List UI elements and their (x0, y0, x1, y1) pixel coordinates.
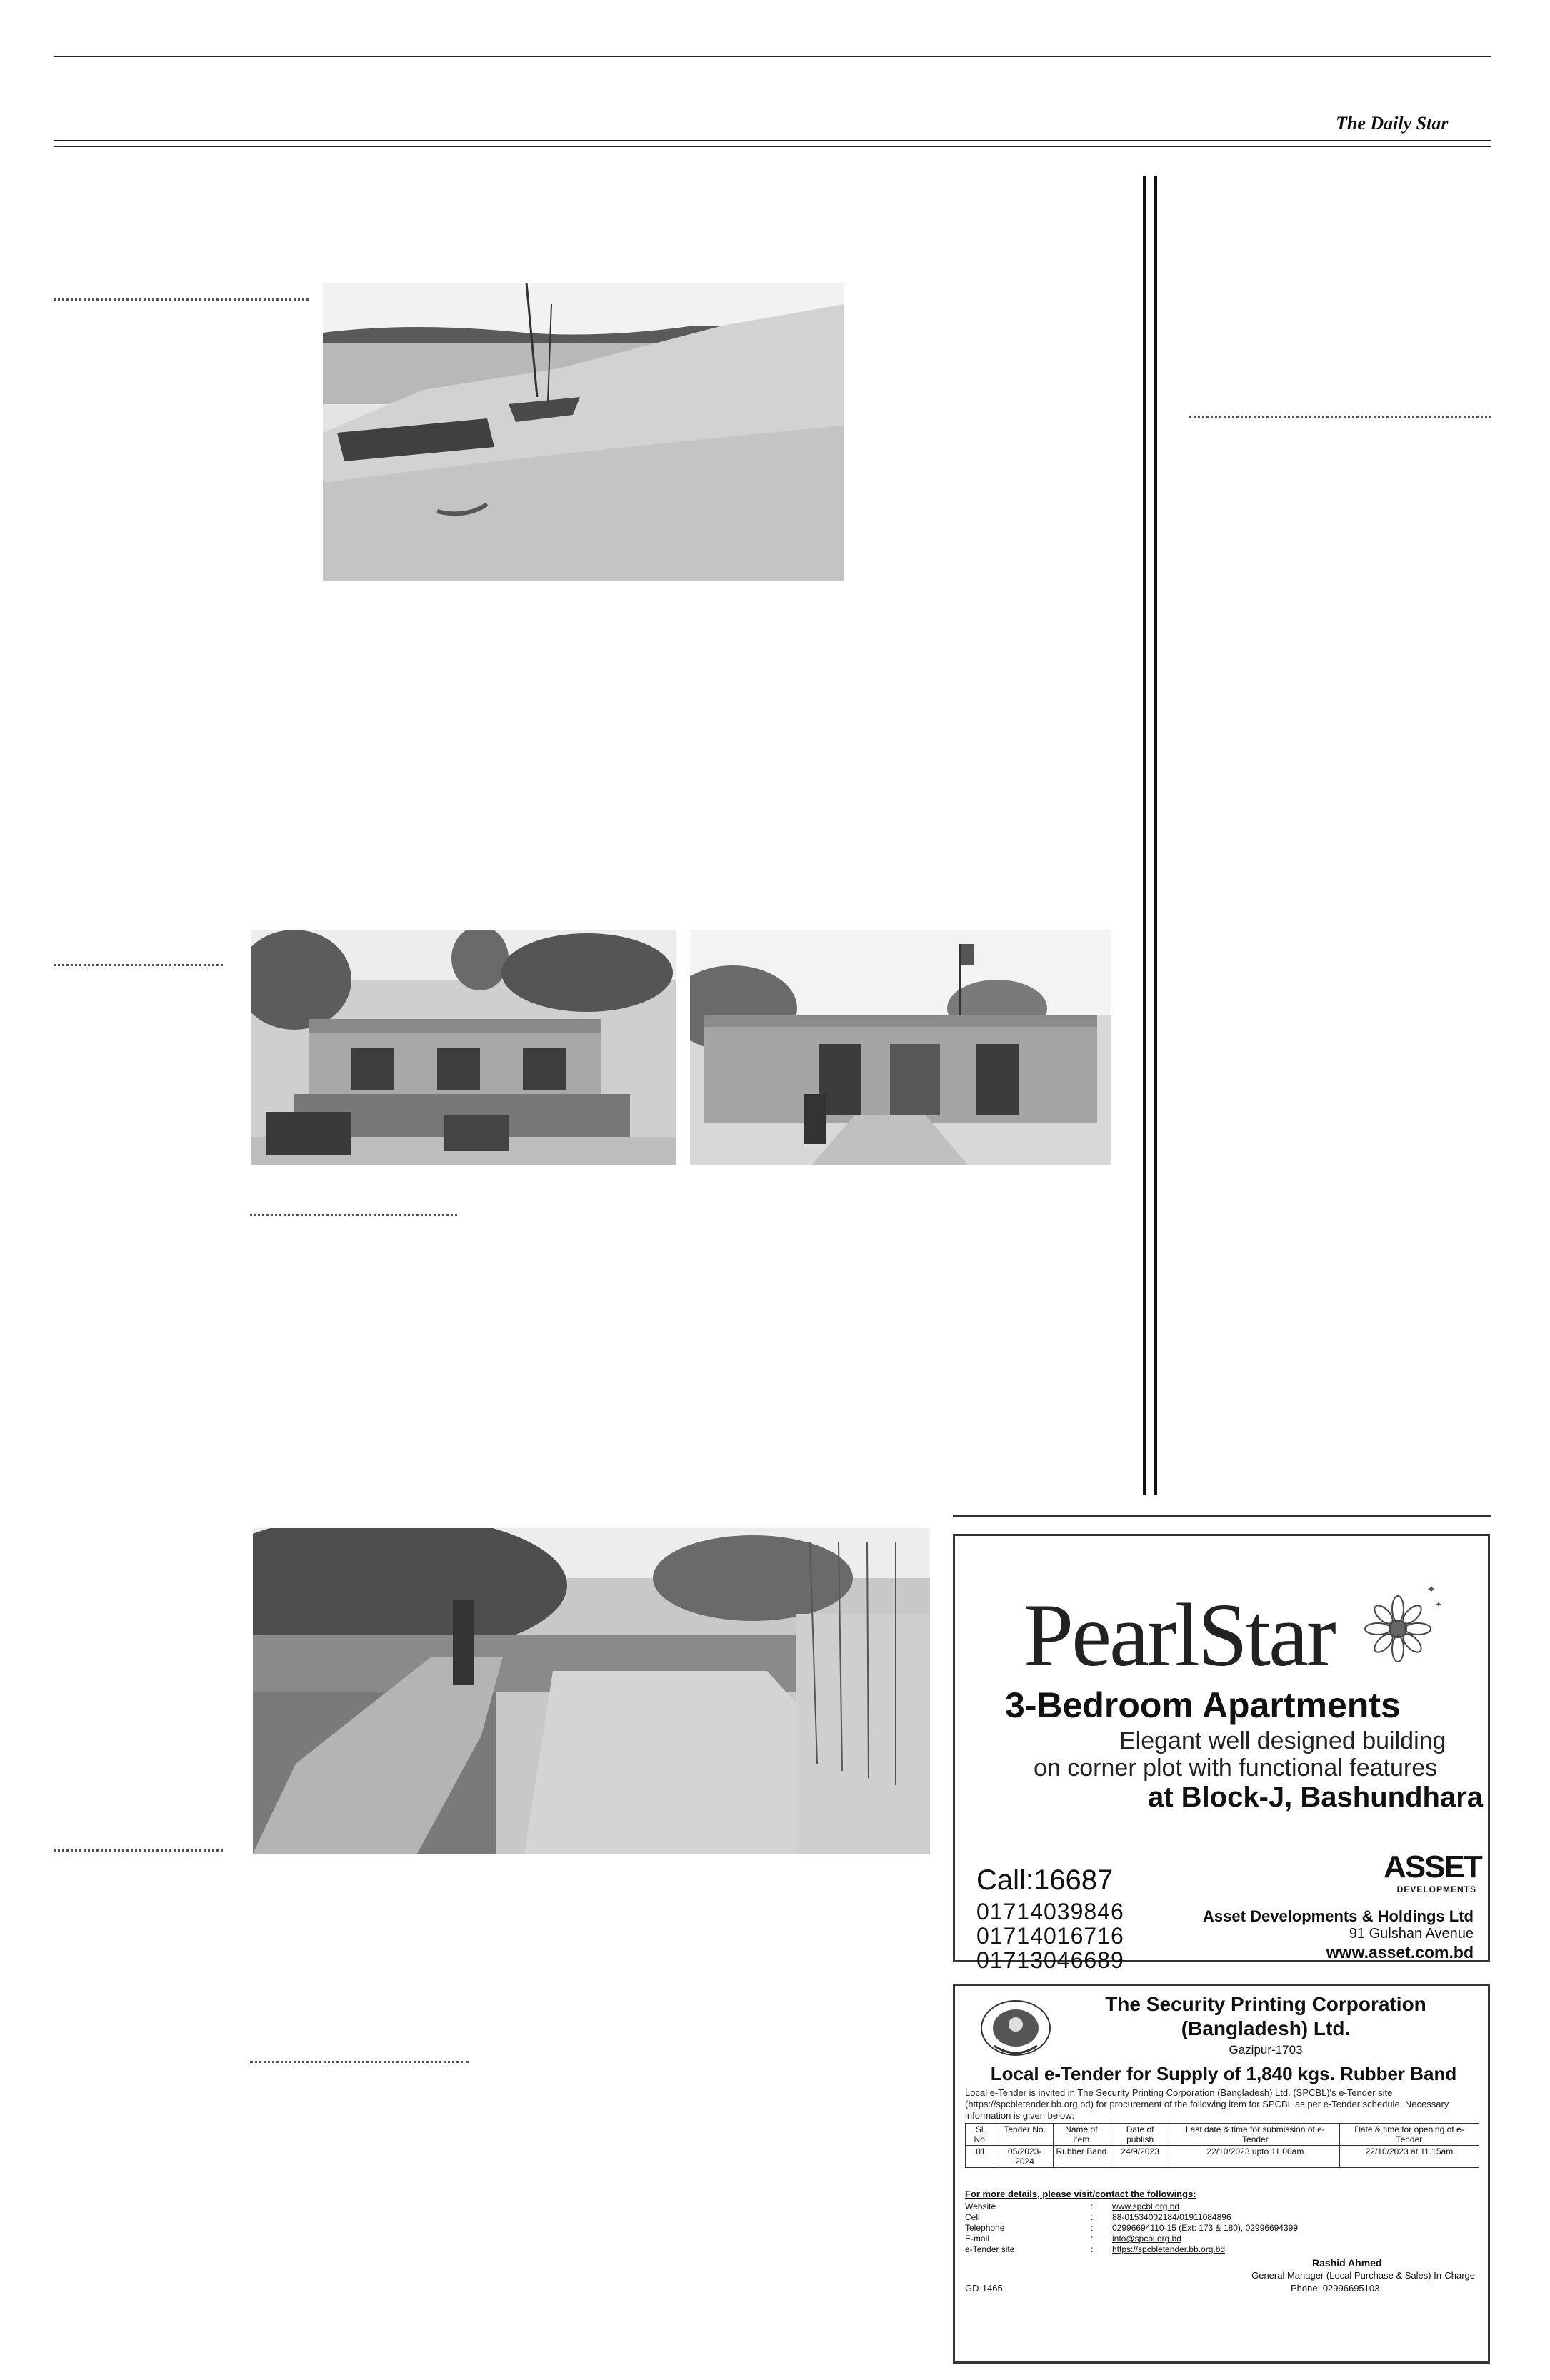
tender-org-line-1: The Security Printing Corporation (1105, 1993, 1426, 2015)
contact-link[interactable]: https://spcbletender.bb.org.bd (1112, 2244, 1226, 2254)
tender-phone: Phone: 02996695103 (1291, 2283, 1380, 2294)
table-header-cell: Date & time for opening of e-Tender (1339, 2124, 1479, 2146)
table-cell: 05/2023-2024 (996, 2146, 1054, 2168)
contact-value: 88-01534002184/01911084896 (1112, 2212, 1231, 2222)
ad-headline: 3-Bedroom Apartments (1005, 1685, 1401, 1725)
photo-school-building (690, 930, 1111, 1165)
section-rule (250, 1214, 457, 1216)
asset-logo-sub: DEVELOPMENTS (1396, 1884, 1476, 1894)
contact-row: E-mail : info@spcbl.org.bd (965, 2234, 1181, 2244)
table-cell: 22/10/2023 upto 11.00am (1171, 2146, 1339, 2168)
tender-more-heading: For more details, please visit/contact the followings: (965, 2189, 1196, 2199)
contact-link[interactable]: info@spcbl.org.bd (1112, 2234, 1181, 2244)
section-rule (250, 2061, 469, 2063)
contact-row: e-Tender site : https://spcbletender.bb.org.bd (965, 2244, 1226, 2254)
ad-website[interactable]: www.asset.com.bd (1326, 1943, 1474, 1962)
tender-contact-list (965, 2201, 1479, 2255)
table-header-cell: Last date & time for submission of e-Tender (1171, 2124, 1339, 2146)
tender-signatory: Rashid Ahmed (1312, 2257, 1382, 2269)
section-rule (54, 1849, 223, 1852)
ad-brand-name: PearlStar (1024, 1586, 1334, 1685)
top-rule (54, 56, 1491, 57)
contact-key: e-Tender site (965, 2244, 1015, 2254)
photo-crowd-building (251, 930, 676, 1165)
tender-gd-number: GD-1465 (965, 2283, 1003, 2294)
tender-org-line-2: (Bangladesh) Ltd. (1181, 2017, 1351, 2039)
ad-column-rule (953, 1515, 1491, 1517)
ad-phone: 01713046689 (976, 1947, 1124, 1973)
masthead-logo: The Daily Star (1336, 113, 1449, 134)
asset-logo (1384, 1849, 1481, 1900)
ad-tender-notice (953, 1984, 1490, 2364)
header-rule-1 (54, 140, 1491, 141)
tender-intro: Local e-Tender is invited in The Security Printing Corporation (Bangladesh) Ltd. (SPCBL)'s e-Tender site (https://spcbletender.bb.org.bd) for procurement of the following item for SPCBL as per e-Tender schedule. Necessary information is given below: (965, 2087, 1449, 2121)
tender-location: Gazipur-1703 (1229, 2043, 1303, 2057)
svg-text:✦: ✦ (1435, 1600, 1443, 1610)
ad-call-number: Call:16687 (976, 1864, 1114, 1896)
contact-key: Telephone (965, 2223, 1005, 2233)
contact-key: Website (965, 2201, 996, 2211)
column-divider-2 (1154, 176, 1157, 1495)
table-row (966, 2146, 1479, 2168)
ad-line-3: at Block-J, Bashundhara (1148, 1782, 1484, 1813)
ad-line-2: on corner plot with functional features (1034, 1754, 1438, 1782)
svg-text:✦: ✦ (1426, 1584, 1436, 1596)
table-cell: Rubber Band (1054, 2146, 1109, 2168)
tender-designation: General Manager (Local Purchase & Sales) In-Charge (1251, 2270, 1475, 2281)
section-rule (54, 964, 223, 966)
contact-row: Cell : 88-01534002184/01911084896 (965, 2212, 1231, 2222)
tender-table (965, 2123, 1479, 2168)
asset-logo-word: ASSET (1384, 1849, 1481, 1884)
tender-table-header (966, 2124, 1479, 2146)
flower-icon (1355, 1579, 1448, 1665)
contact-row: Website : www.spcbl.org.bd (965, 2201, 1180, 2211)
tender-title: Local e-Tender for Supply of 1,840 kgs. Rubber Band (990, 2063, 1457, 2084)
ad-phone: 01714016716 (976, 1923, 1124, 1949)
table-header-cell: Sl. No. (966, 2124, 996, 2146)
header-rule-2 (54, 146, 1491, 147)
contact-value: 02996694110-15 (Ext: 173 & 180), 02996694399 (1112, 2223, 1298, 2233)
table-header-cell: Date of publish (1109, 2124, 1171, 2146)
ad-company: Asset Developments & Holdings Ltd (1203, 1907, 1474, 1925)
ad-phone: 01714039846 (976, 1899, 1124, 1924)
contact-key: Cell (965, 2212, 980, 2222)
spcbl-seal-icon (976, 1996, 1055, 2060)
ad-pearlstar[interactable] (953, 1534, 1490, 1973)
column-divider-1 (1143, 176, 1146, 1495)
table-header-cell: Tender No. (996, 2124, 1054, 2146)
contact-key: E-mail (965, 2234, 990, 2244)
section-rule (54, 298, 309, 301)
photo-sand-riverbank (323, 283, 844, 581)
table-cell: 01 (966, 2146, 996, 2168)
table-cell: 24/9/2023 (1109, 2146, 1171, 2168)
photo-bamboo-bridge (253, 1528, 930, 1854)
section-rule (1189, 416, 1491, 418)
contact-row: Telephone : 02996694110-15 (Ext: 173 & 180), 02996694399 (965, 2223, 1298, 2233)
table-header-cell: Name of item (1054, 2124, 1109, 2146)
ad-address: 91 Gulshan Avenue (1349, 1926, 1474, 1942)
ad-line-1: Elegant well designed building (1119, 1727, 1446, 1754)
contact-link[interactable]: www.spcbl.org.bd (1112, 2201, 1180, 2211)
table-cell: 22/10/2023 at 11.15am (1339, 2146, 1479, 2168)
